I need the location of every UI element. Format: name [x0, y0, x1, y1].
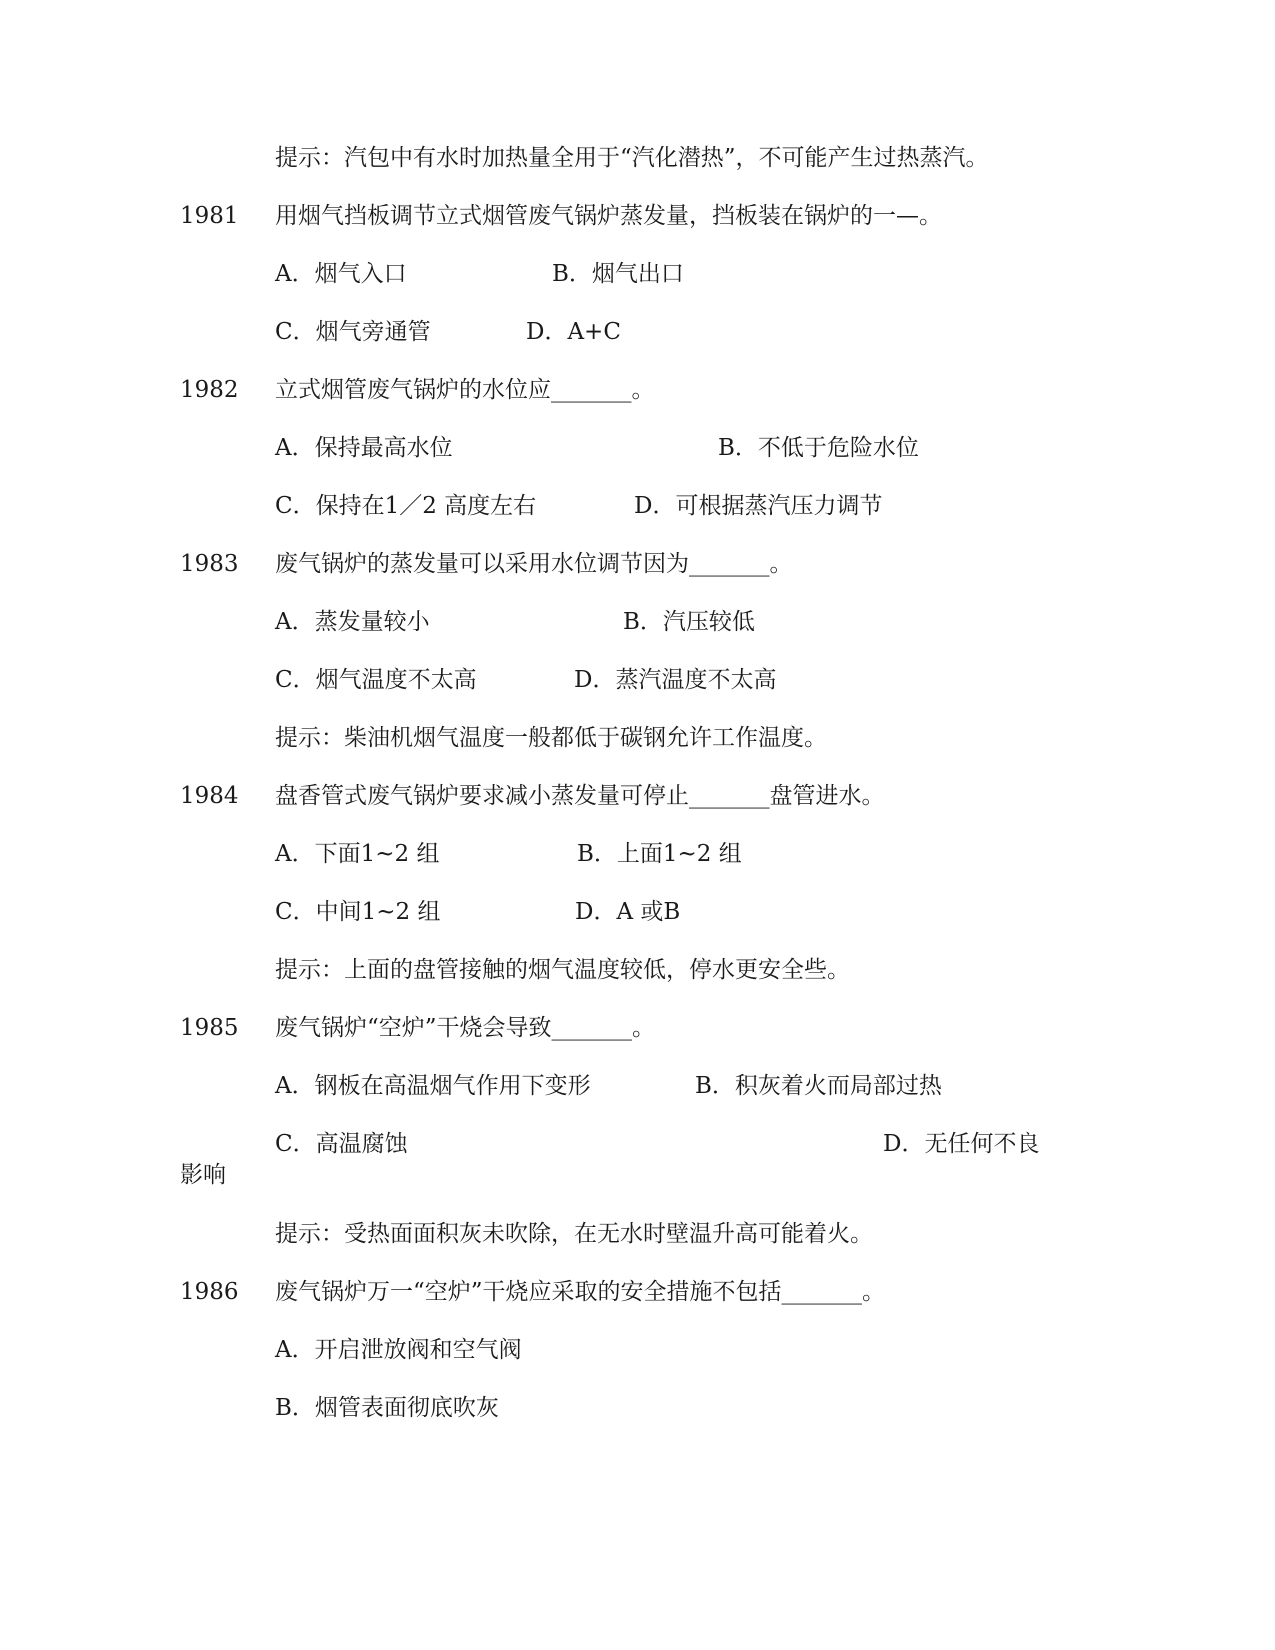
- question-text: 盘香管式废气锅炉要求减小蒸发量可停止_______盘管进水。: [275, 783, 885, 809]
- option-d-continuation: 影响: [180, 1162, 226, 1188]
- option-d: D．可根据蒸汽压力调节: [634, 493, 883, 519]
- option-d: D．A+C: [526, 319, 621, 345]
- option-b: B．上面1~2 组: [577, 841, 742, 867]
- option-b: B．积灰着火而局部过热: [695, 1073, 942, 1099]
- question-number: 1982: [180, 377, 239, 403]
- option-c: C．保持在1／2 高度左右: [275, 493, 537, 519]
- option-c: C．中间1~2 组: [275, 899, 441, 925]
- option-c: C．高温腐蚀: [275, 1131, 408, 1157]
- option-a: A．下面1~2 组: [275, 841, 440, 867]
- question-number: 1986: [180, 1279, 239, 1305]
- option-a: A．保持最高水位: [275, 435, 453, 461]
- option-b: B．烟管表面彻底吹灰: [275, 1395, 499, 1421]
- hint-text: 提示：汽包中有水时加热量全用于“汽化潜热”，不可能产生过热蒸汽。: [275, 145, 989, 171]
- question-text: 废气锅炉万一“空炉”干烧应采取的安全措施不包括_______。: [275, 1279, 886, 1305]
- option-c: C．烟气旁通管: [275, 319, 431, 345]
- option-d: D．蒸汽温度不太高: [574, 667, 777, 693]
- option-b: B．烟气出口: [552, 261, 684, 287]
- option-c: C．烟气温度不太高: [275, 667, 477, 693]
- question-text: 立式烟管废气锅炉的水位应_______。: [275, 377, 655, 403]
- option-a: A．蒸发量较小: [275, 609, 430, 635]
- option-b: B．汽压较低: [623, 609, 755, 635]
- question-text: 用烟气挡板调节立式烟管废气锅炉蒸发量，挡板装在锅炉的一—。: [275, 203, 942, 229]
- option-a: A．开启泄放阀和空气阀: [275, 1337, 522, 1363]
- option-d: D．无任何不良: [883, 1131, 1040, 1157]
- hint-text: 提示：柴油机烟气温度一般都低于碳钢允许工作温度。: [275, 725, 827, 751]
- option-a: A．钢板在高温烟气作用下变形: [275, 1073, 591, 1099]
- option-a: A．烟气入口: [275, 261, 407, 287]
- option-b: B．不低于危险水位: [718, 435, 919, 461]
- question-number: 1983: [180, 551, 239, 577]
- option-d: D．A 或B: [575, 899, 681, 925]
- question-number: 1984: [180, 783, 239, 809]
- hint-text: 提示：受热面面积灰未吹除，在无水时壁温升高可能着火。: [275, 1221, 873, 1247]
- hint-text: 提示：上面的盘管接触的烟气温度较低，停水更安全些。: [275, 957, 850, 983]
- question-number: 1985: [180, 1015, 239, 1041]
- question-number: 1981: [180, 203, 239, 229]
- question-text: 废气锅炉“空炉”干烧会导致_______。: [275, 1015, 656, 1041]
- question-text: 废气锅炉的蒸发量可以采用水位调节因为_______。: [275, 551, 793, 577]
